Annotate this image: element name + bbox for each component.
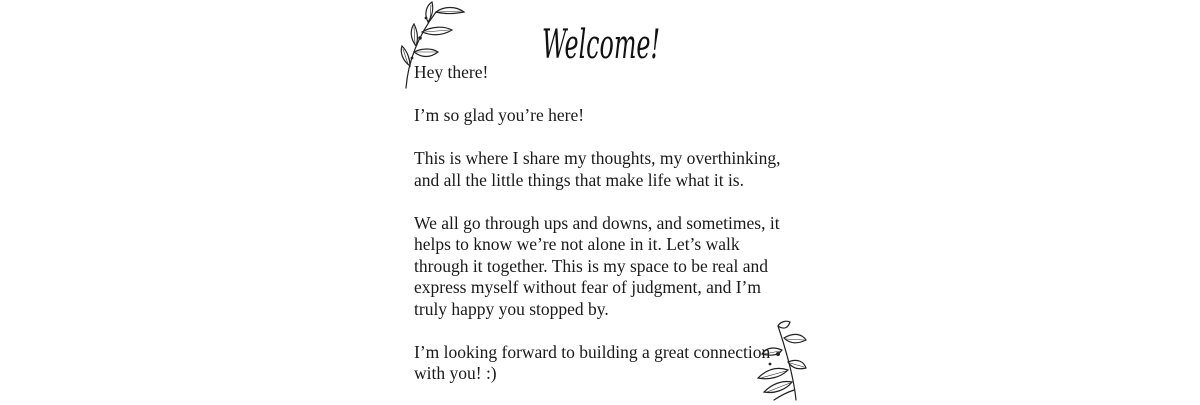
paragraph-ups-downs: We all go through ups and downs, and sometimes, it helps to know we’re not alone in it. Let’s walk through it together. This is my space to be real and express myself without fear of judgment, and I’m truly happy you stopped by. [414,212,780,319]
paragraph-glad: I’m so glad you’re here! [414,105,585,125]
page-title-text: Welcome! [542,22,660,68]
letter-body [414,62,794,385]
leaf-sprig-icon [744,320,806,400]
paragraph-closing: I’m looking forward to building a great connection with you! :) [414,341,771,383]
paragraph-thoughts: This is where I share my thoughts, my overthinking, and all the little things that make life what it is. [414,148,781,190]
paragraph-greeting: Hey there! [414,62,489,82]
